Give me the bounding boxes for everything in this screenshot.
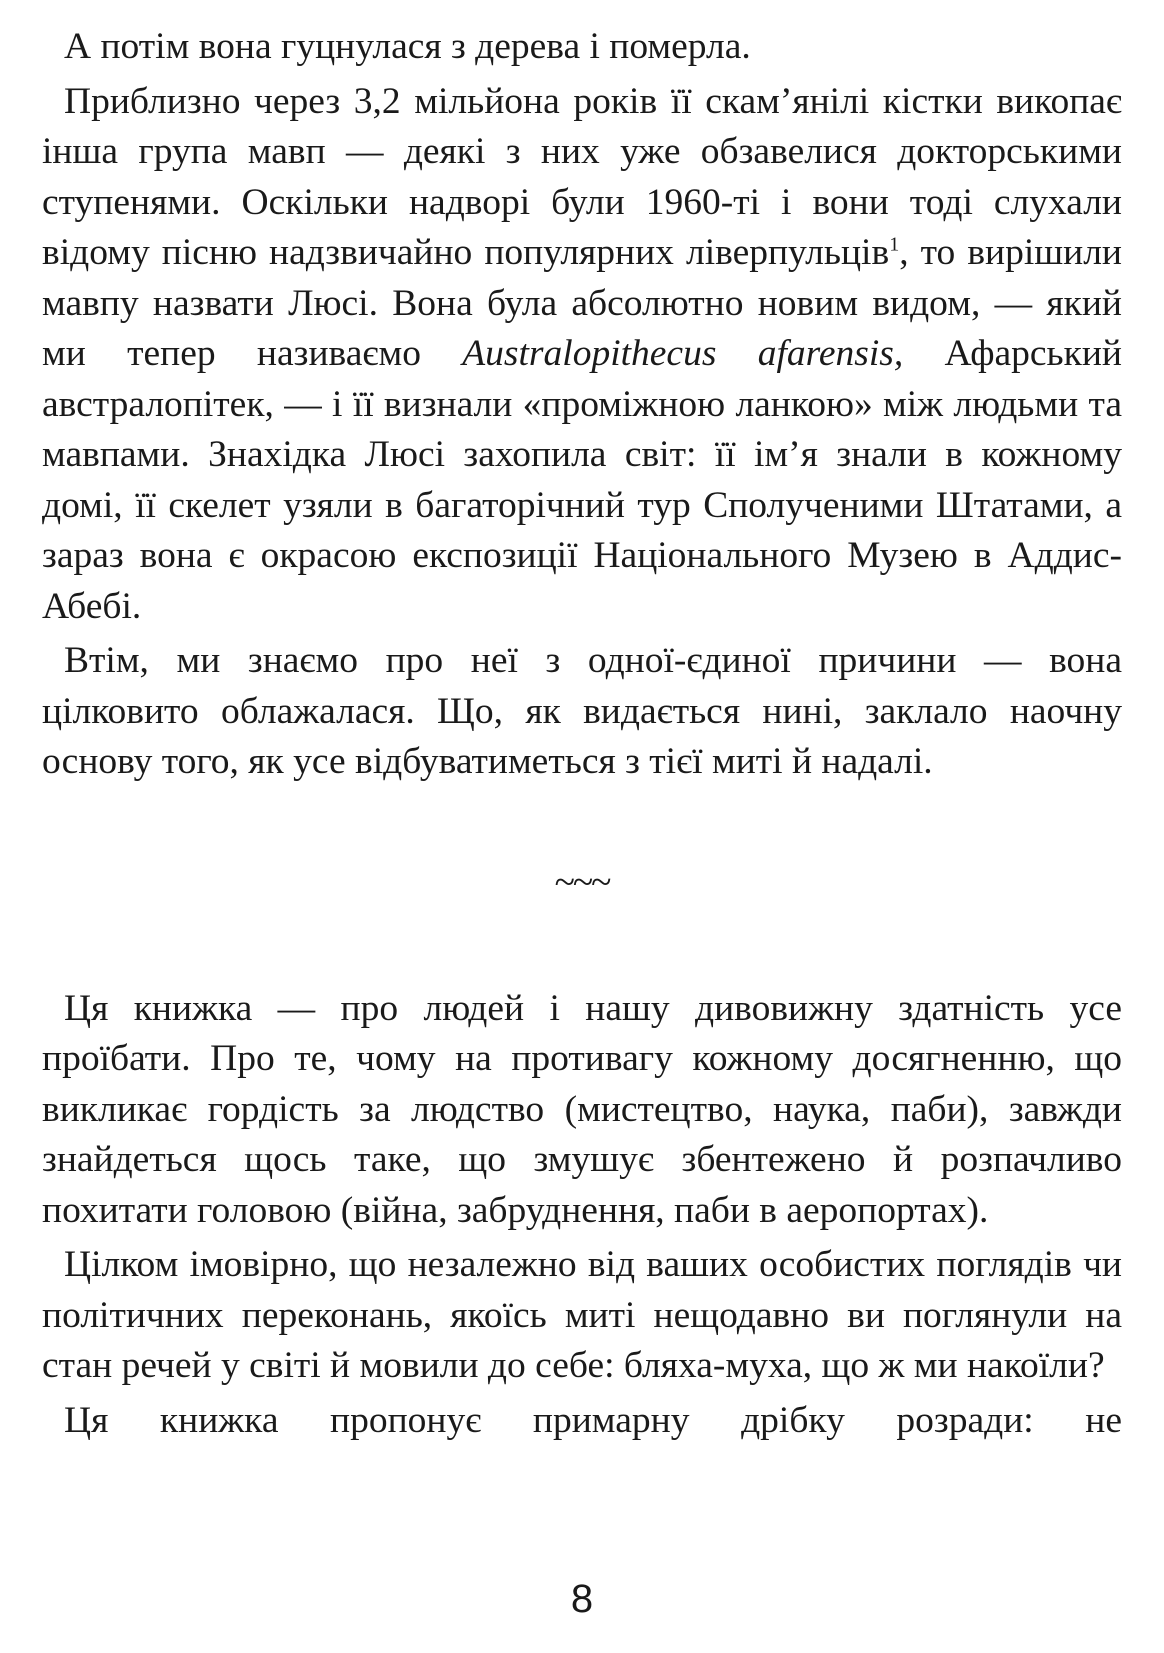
section-separator: ~~~ <box>554 861 610 903</box>
paragraph-book-about: Ця книжка — про людей і нашу дивовижну здатність усе проїбати. Про те, чому на противагу кожному досягненню, що викликає гордість за людство (мистецтво, наука, паби), завжди знайдеться щось таке, що змушує збентежено й розпачливо похитати головою (війна, забруднення, паби в аеропортах). <box>42 987 1122 1231</box>
page-body <box>42 22 1122 1450</box>
paragraph-lucy-discovery <box>42 77 1122 633</box>
page-number: 8 <box>570 1577 594 1621</box>
paragraph-lucy-text-2: , то вирішили мавпу назвати Люсі. Вона була абсолютно новим видом, — який ми тепер називаємо <box>42 232 1122 374</box>
paragraph-failure: Втім, ми знаємо про неї з одної-єдиної причини — вона цілковито облажалася. Що, як видається нині, заклало наочну основу того, як усе відбуватиметься з тієї миті й надалі. <box>42 640 1122 782</box>
paragraph-reader-thought: Цілком імовірно, що незалежно від ваших особистих поглядів чи політичних переконань, якоїсь миті нещодавно ви поглянули на стан речей у світі й мовили до себе: бляха-муха, що ж ми накоїли? <box>42 1244 1122 1386</box>
footnote-marker[interactable]: 1 <box>889 233 900 256</box>
paragraph-fall: А потім вона гуцнулася з дерева і померла. <box>64 26 751 67</box>
paragraph-lucy-text-3: Афарський австралопітек, — і її визнали «проміжною ланкою» між людьми та мавпами. Знахідка Люсі захопила світ: її ім’я знали в кожному домі, її скелет узяли в багаторічний тур Сполученими Штатами, а зараз вона є окрасою експозиції Національного Музею в Аддис-Абебі. <box>42 333 1122 627</box>
paragraph-lucy-text-1: Приблизно через 3,2 мільйона років її скам’янілі кістки викопає інша група мавп — деякі з них уже обзавелися докторськими ступенями. Оскільки надворі були 1960-ті і вони тоді слухали відому пісню надзвичайно популярних ліверпульців <box>42 80 1122 273</box>
species-name-italic: Australopithecus afarensis, <box>462 333 904 374</box>
paragraph-consolation: Ця книжка пропонує примарну дрібку розради: не <box>64 1399 1122 1441</box>
